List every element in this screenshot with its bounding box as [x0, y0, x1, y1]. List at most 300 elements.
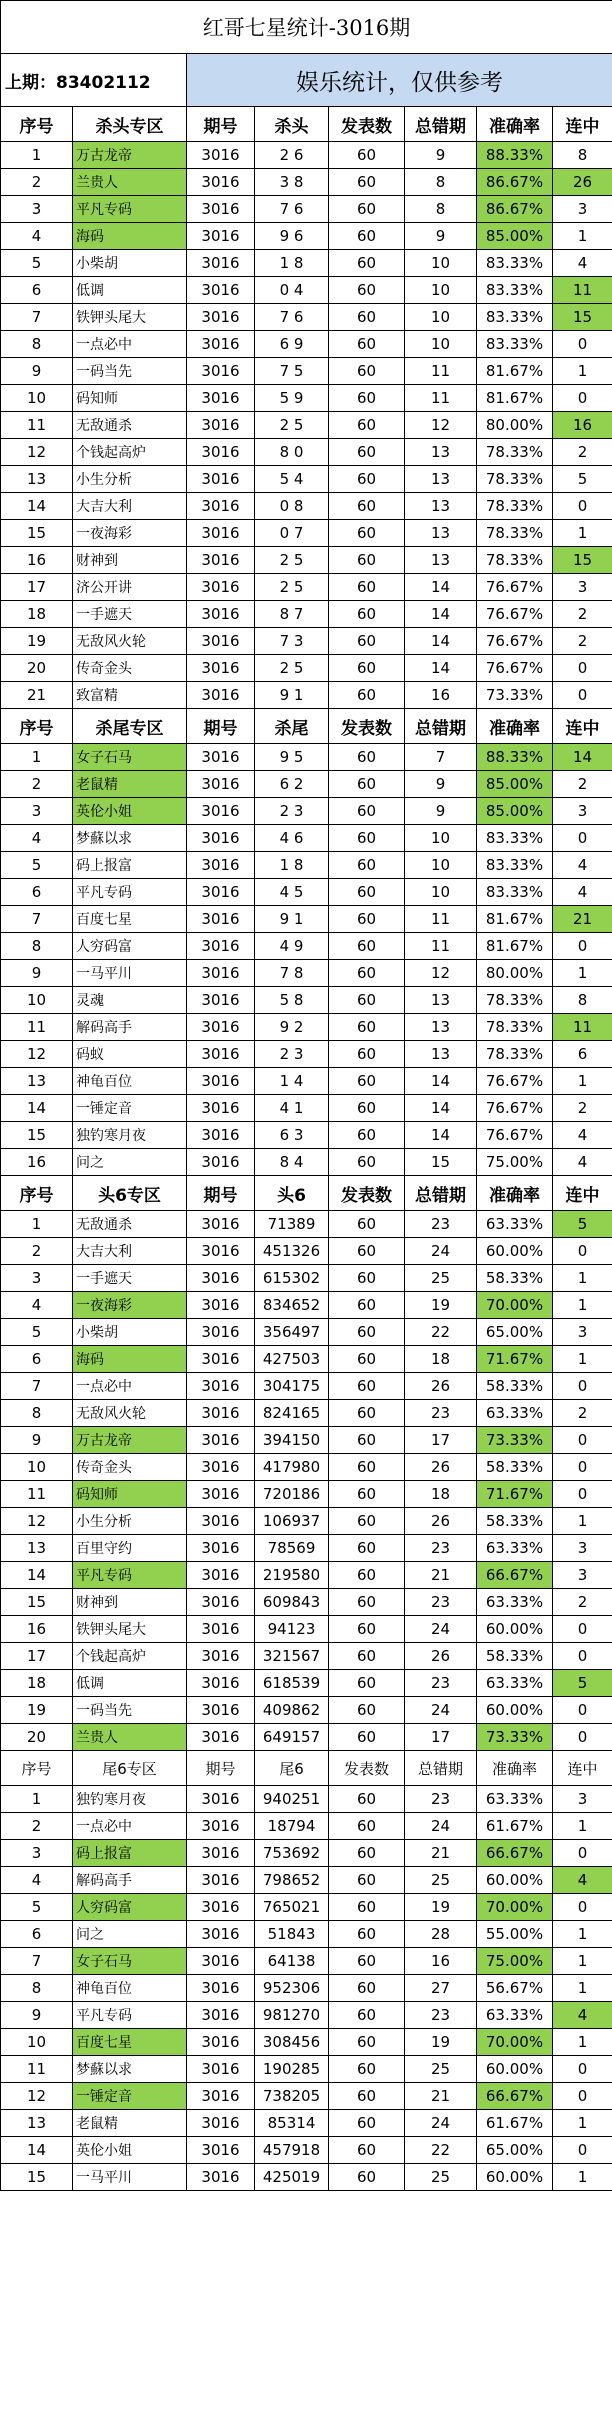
- period: 3016: [187, 1786, 255, 1813]
- publish-count: 60: [329, 1535, 405, 1562]
- row-number: 3: [1, 1840, 73, 1867]
- total-errors: 10: [405, 277, 477, 304]
- row-number: 15: [1, 520, 73, 547]
- accuracy-rate: 81.67%: [477, 358, 553, 385]
- accuracy-rate: 61.67%: [477, 2110, 553, 2137]
- table-row: [1, 1724, 612, 1751]
- win-streak: 3: [553, 798, 612, 825]
- prediction-value: 4 1: [255, 1095, 329, 1122]
- predictor-name: 一码当先: [73, 358, 187, 385]
- prediction-value: 8 7: [255, 601, 329, 628]
- table-row: [1, 933, 612, 960]
- win-streak: 1: [553, 1508, 612, 1535]
- header-win-streak: 连中: [553, 1751, 612, 1786]
- total-errors: 10: [405, 304, 477, 331]
- win-streak: 4: [553, 1867, 612, 1894]
- publish-count: 60: [329, 277, 405, 304]
- predictor-name: 兰贵人: [73, 169, 187, 196]
- prediction-value: 1 8: [255, 250, 329, 277]
- win-streak: 0: [553, 493, 612, 520]
- total-errors: 26: [405, 1643, 477, 1670]
- period: 3016: [187, 1238, 255, 1265]
- win-streak: 0: [553, 825, 612, 852]
- accuracy-rate: 78.33%: [477, 493, 553, 520]
- period: 3016: [187, 1400, 255, 1427]
- total-errors: 11: [405, 385, 477, 412]
- publish-count: 60: [329, 1786, 405, 1813]
- total-errors: 24: [405, 2110, 477, 2137]
- table-row: [1, 1427, 612, 1454]
- win-streak: 3: [553, 1319, 612, 1346]
- table-row: [1, 601, 612, 628]
- prediction-value: 321567: [255, 1643, 329, 1670]
- predictor-name: 一马平川: [73, 2164, 187, 2191]
- total-errors: 21: [405, 1840, 477, 1867]
- total-errors: 13: [405, 987, 477, 1014]
- row-number: 13: [1, 1068, 73, 1095]
- row-number: 7: [1, 906, 73, 933]
- period: 3016: [187, 987, 255, 1014]
- period: 3016: [187, 1948, 255, 1975]
- publish-count: 60: [329, 1481, 405, 1508]
- publish-count: 60: [329, 196, 405, 223]
- predictor-name: 无敌风火轮: [73, 1400, 187, 1427]
- prediction-value: 720186: [255, 1481, 329, 1508]
- row-number: 15: [1, 1122, 73, 1149]
- row-number: 9: [1, 358, 73, 385]
- win-streak: 8: [553, 987, 612, 1014]
- header-prediction-value: 尾6: [255, 1751, 329, 1786]
- total-errors: 23: [405, 2002, 477, 2029]
- row-number: 11: [1, 1481, 73, 1508]
- publish-count: 60: [329, 744, 405, 771]
- predictor-name: 一锤定音: [73, 2083, 187, 2110]
- prediction-value: 6 2: [255, 771, 329, 798]
- total-errors: 10: [405, 879, 477, 906]
- win-streak: 11: [553, 1014, 612, 1041]
- row-number: 3: [1, 798, 73, 825]
- accuracy-rate: 58.33%: [477, 1373, 553, 1400]
- publish-count: 60: [329, 1454, 405, 1481]
- period: 3016: [187, 628, 255, 655]
- predictor-name: 百度七星: [73, 2029, 187, 2056]
- predictor-name: 财神到: [73, 1589, 187, 1616]
- win-streak: 4: [553, 1149, 612, 1176]
- accuracy-rate: 66.67%: [477, 1562, 553, 1589]
- period: 3016: [187, 277, 255, 304]
- period: 3016: [187, 2056, 255, 2083]
- period: 3016: [187, 1292, 255, 1319]
- total-errors: 14: [405, 628, 477, 655]
- row-number: 14: [1, 493, 73, 520]
- row-number: 14: [1, 2137, 73, 2164]
- row-number: 11: [1, 2056, 73, 2083]
- prediction-value: 9 5: [255, 744, 329, 771]
- total-errors: 14: [405, 1095, 477, 1122]
- accuracy-rate: 75.00%: [477, 1948, 553, 1975]
- publish-count: 60: [329, 2164, 405, 2191]
- predictor-name: 问之: [73, 1921, 187, 1948]
- header-period: 期号: [187, 107, 255, 142]
- table-row: [1, 304, 612, 331]
- period: 3016: [187, 1670, 255, 1697]
- period: 3016: [187, 493, 255, 520]
- row-number: 2: [1, 771, 73, 798]
- predictor-name: 女子石马: [73, 744, 187, 771]
- total-errors: 8: [405, 169, 477, 196]
- predictor-name: 小生分析: [73, 1508, 187, 1535]
- header-row-number: 序号: [1, 107, 73, 142]
- accuracy-rate: 80.00%: [477, 412, 553, 439]
- publish-count: 60: [329, 1894, 405, 1921]
- period: 3016: [187, 852, 255, 879]
- table-row: [1, 520, 612, 547]
- period: 3016: [187, 1346, 255, 1373]
- period: 3016: [187, 412, 255, 439]
- accuracy-rate: 66.67%: [477, 1840, 553, 1867]
- row-number: 15: [1, 2164, 73, 2191]
- table-row: [1, 358, 612, 385]
- total-errors: 24: [405, 1697, 477, 1724]
- table-row: [1, 2137, 612, 2164]
- prediction-value: 417980: [255, 1454, 329, 1481]
- predictor-name: 致富精: [73, 682, 187, 709]
- win-streak: 0: [553, 1643, 612, 1670]
- row-number: 19: [1, 628, 73, 655]
- table-row: [1, 744, 612, 771]
- win-streak: 0: [553, 1238, 612, 1265]
- prediction-value: 952306: [255, 1975, 329, 2002]
- period: 3016: [187, 1724, 255, 1751]
- header-predictor-name: 头6专区: [73, 1176, 187, 1211]
- header-row-number: 序号: [1, 709, 73, 744]
- table-row: [1, 169, 612, 196]
- prediction-value: 2 5: [255, 655, 329, 682]
- period: 3016: [187, 1589, 255, 1616]
- period: 3016: [187, 1508, 255, 1535]
- header-win-streak: 连中: [553, 1176, 612, 1211]
- prediction-value: 457918: [255, 2137, 329, 2164]
- total-errors: 14: [405, 1122, 477, 1149]
- table-row: [1, 771, 612, 798]
- period: 3016: [187, 547, 255, 574]
- table-row: [1, 1948, 612, 1975]
- period: 3016: [187, 1894, 255, 1921]
- predictor-name: 平凡专码: [73, 1562, 187, 1589]
- table-row: [1, 1373, 612, 1400]
- prediction-value: 7 8: [255, 960, 329, 987]
- win-streak: 5: [553, 1211, 612, 1238]
- publish-count: 60: [329, 1948, 405, 1975]
- total-errors: 19: [405, 2029, 477, 2056]
- total-errors: 25: [405, 2056, 477, 2083]
- win-streak: 1: [553, 1975, 612, 2002]
- row-number: 8: [1, 1975, 73, 2002]
- period: 3016: [187, 1122, 255, 1149]
- header-total-errors: 总错期: [405, 709, 477, 744]
- prediction-value: 2 3: [255, 798, 329, 825]
- table-row: [1, 1670, 612, 1697]
- win-streak: 2: [553, 1095, 612, 1122]
- accuracy-rate: 63.33%: [477, 1786, 553, 1813]
- table-row: [1, 1562, 612, 1589]
- win-streak: 16: [553, 412, 612, 439]
- win-streak: 0: [553, 655, 612, 682]
- period: 3016: [187, 960, 255, 987]
- accuracy-rate: 60.00%: [477, 1867, 553, 1894]
- period: 3016: [187, 771, 255, 798]
- period: 3016: [187, 1149, 255, 1176]
- table-row: [1, 331, 612, 358]
- win-streak: 0: [553, 682, 612, 709]
- table-row: [1, 879, 612, 906]
- win-streak: 3: [553, 1562, 612, 1589]
- win-streak: 5: [553, 1670, 612, 1697]
- table-row: [1, 1589, 612, 1616]
- accuracy-rate: 60.00%: [477, 1697, 553, 1724]
- period: 3016: [187, 1014, 255, 1041]
- row-number: 5: [1, 250, 73, 277]
- period: 3016: [187, 655, 255, 682]
- accuracy-rate: 81.67%: [477, 385, 553, 412]
- accuracy-rate: 63.33%: [477, 1670, 553, 1697]
- win-streak: 3: [553, 1535, 612, 1562]
- win-streak: 8: [553, 142, 612, 169]
- predictor-name: 梦蘇以求: [73, 825, 187, 852]
- predictor-name: 一锤定音: [73, 1095, 187, 1122]
- total-errors: 13: [405, 493, 477, 520]
- win-streak: 4: [553, 879, 612, 906]
- publish-count: 60: [329, 250, 405, 277]
- period: 3016: [187, 2083, 255, 2110]
- prediction-value: 51843: [255, 1921, 329, 1948]
- row-number: 1: [1, 1211, 73, 1238]
- table-row: [1, 2002, 612, 2029]
- total-errors: 18: [405, 1346, 477, 1373]
- period: 3016: [187, 466, 255, 493]
- prediction-value: 798652: [255, 1867, 329, 1894]
- row-number: 2: [1, 1813, 73, 1840]
- prediction-value: 409862: [255, 1697, 329, 1724]
- section-header: [1, 107, 612, 142]
- accuracy-rate: 81.67%: [477, 933, 553, 960]
- prediction-value: 451326: [255, 1238, 329, 1265]
- period: 3016: [187, 744, 255, 771]
- win-streak: 5: [553, 466, 612, 493]
- accuracy-rate: 61.67%: [477, 1813, 553, 1840]
- win-streak: 0: [553, 1724, 612, 1751]
- predictor-name: 独钓寒月夜: [73, 1786, 187, 1813]
- publish-count: 60: [329, 412, 405, 439]
- table-row: [1, 547, 612, 574]
- period: 3016: [187, 1867, 255, 1894]
- total-errors: 12: [405, 960, 477, 987]
- publish-count: 60: [329, 358, 405, 385]
- period: 3016: [187, 1427, 255, 1454]
- predictor-name: 英伦小姐: [73, 2137, 187, 2164]
- accuracy-rate: 70.00%: [477, 2029, 553, 2056]
- total-errors: 13: [405, 520, 477, 547]
- publish-count: 60: [329, 2029, 405, 2056]
- predictor-name: 海码: [73, 1346, 187, 1373]
- table-row: [1, 1014, 612, 1041]
- publish-count: 60: [329, 1589, 405, 1616]
- row-number: 13: [1, 466, 73, 493]
- prediction-value: 308456: [255, 2029, 329, 2056]
- header-accuracy-rate: 准确率: [477, 1751, 553, 1786]
- predictor-name: 一点必中: [73, 331, 187, 358]
- total-errors: 22: [405, 1319, 477, 1346]
- row-number: 6: [1, 879, 73, 906]
- row-number: 18: [1, 601, 73, 628]
- disclaimer-banner: 娱乐统计，仅供参考: [187, 54, 612, 107]
- header-period: 期号: [187, 1176, 255, 1211]
- header-predictor-name: 杀头专区: [73, 107, 187, 142]
- table-row: [1, 1211, 612, 1238]
- win-streak: 0: [553, 1840, 612, 1867]
- row-number: 14: [1, 1095, 73, 1122]
- period: 3016: [187, 1840, 255, 1867]
- table-row: [1, 1400, 612, 1427]
- win-streak: 3: [553, 196, 612, 223]
- win-streak: 1: [553, 520, 612, 547]
- predictor-name: 一手遮天: [73, 601, 187, 628]
- predictor-name: 小生分析: [73, 466, 187, 493]
- predictor-name: 老鼠精: [73, 2110, 187, 2137]
- predictor-name: 万古龙帝: [73, 142, 187, 169]
- publish-count: 60: [329, 169, 405, 196]
- total-errors: 23: [405, 1400, 477, 1427]
- predictor-name: 平凡专码: [73, 196, 187, 223]
- total-errors: 19: [405, 1894, 477, 1921]
- accuracy-rate: 78.33%: [477, 439, 553, 466]
- prediction-value: 609843: [255, 1589, 329, 1616]
- total-errors: 9: [405, 798, 477, 825]
- accuracy-rate: 80.00%: [477, 960, 553, 987]
- row-number: 20: [1, 655, 73, 682]
- win-streak: 0: [553, 331, 612, 358]
- table-row: [1, 1508, 612, 1535]
- period: 3016: [187, 825, 255, 852]
- predictor-name: 问之: [73, 1149, 187, 1176]
- total-errors: 12: [405, 412, 477, 439]
- win-streak: 1: [553, 2110, 612, 2137]
- period: 3016: [187, 223, 255, 250]
- accuracy-rate: 85.00%: [477, 798, 553, 825]
- publish-count: 60: [329, 1400, 405, 1427]
- total-errors: 10: [405, 825, 477, 852]
- prediction-value: 7 5: [255, 358, 329, 385]
- prediction-value: 78569: [255, 1535, 329, 1562]
- predictor-name: 个钱起高炉: [73, 1643, 187, 1670]
- period: 3016: [187, 331, 255, 358]
- predictor-name: 解码高手: [73, 1014, 187, 1041]
- publish-count: 60: [329, 2110, 405, 2137]
- prediction-value: 2 5: [255, 547, 329, 574]
- win-streak: 1: [553, 1813, 612, 1840]
- row-number: 13: [1, 1535, 73, 1562]
- header-accuracy-rate: 准确率: [477, 709, 553, 744]
- accuracy-rate: 58.33%: [477, 1454, 553, 1481]
- publish-count: 60: [329, 1616, 405, 1643]
- publish-count: 60: [329, 1041, 405, 1068]
- prediction-value: 765021: [255, 1894, 329, 1921]
- publish-count: 60: [329, 223, 405, 250]
- total-errors: 26: [405, 1454, 477, 1481]
- prediction-value: 7 6: [255, 304, 329, 331]
- win-streak: 2: [553, 601, 612, 628]
- publish-count: 60: [329, 466, 405, 493]
- win-streak: 15: [553, 304, 612, 331]
- total-errors: 10: [405, 852, 477, 879]
- prediction-value: 2 5: [255, 412, 329, 439]
- publish-count: 60: [329, 1265, 405, 1292]
- prediction-value: 394150: [255, 1427, 329, 1454]
- header-publish-count: 发表数: [329, 709, 405, 744]
- predictor-name: 平凡专码: [73, 2002, 187, 2029]
- table-row: [1, 1122, 612, 1149]
- prediction-value: 3 8: [255, 169, 329, 196]
- accuracy-rate: 63.33%: [477, 1535, 553, 1562]
- row-number: 12: [1, 2083, 73, 2110]
- predictor-name: 百度七星: [73, 906, 187, 933]
- accuracy-rate: 65.00%: [477, 2137, 553, 2164]
- table-row: [1, 1786, 612, 1813]
- accuracy-rate: 76.67%: [477, 1122, 553, 1149]
- accuracy-rate: 76.67%: [477, 628, 553, 655]
- win-streak: 0: [553, 385, 612, 412]
- total-errors: 11: [405, 933, 477, 960]
- header-total-errors: 总错期: [405, 107, 477, 142]
- prediction-value: 106937: [255, 1508, 329, 1535]
- predictor-name: 人穷码富: [73, 1894, 187, 1921]
- publish-count: 60: [329, 1068, 405, 1095]
- accuracy-rate: 88.33%: [477, 744, 553, 771]
- row-number: 1: [1, 1786, 73, 1813]
- win-streak: 0: [553, 2083, 612, 2110]
- accuracy-rate: 88.33%: [477, 142, 553, 169]
- publish-count: 60: [329, 1643, 405, 1670]
- predictor-name: 神龟百位: [73, 1975, 187, 2002]
- win-streak: 0: [553, 2056, 612, 2083]
- win-streak: 4: [553, 250, 612, 277]
- total-errors: 24: [405, 1813, 477, 1840]
- period: 3016: [187, 196, 255, 223]
- accuracy-rate: 58.33%: [477, 1265, 553, 1292]
- row-number: 4: [1, 1867, 73, 1894]
- table-row: [1, 196, 612, 223]
- prediction-value: 8 4: [255, 1149, 329, 1176]
- table-row: [1, 1095, 612, 1122]
- publish-count: 60: [329, 933, 405, 960]
- predictor-name: 独钓寒月夜: [73, 1122, 187, 1149]
- predictor-name: 码蚁: [73, 1041, 187, 1068]
- table-row: [1, 1292, 612, 1319]
- row-number: 15: [1, 1589, 73, 1616]
- total-errors: 18: [405, 1481, 477, 1508]
- publish-count: 60: [329, 771, 405, 798]
- total-errors: 21: [405, 1562, 477, 1589]
- predictor-name: 低调: [73, 1670, 187, 1697]
- section-header: [1, 1751, 612, 1786]
- prediction-value: 4 9: [255, 933, 329, 960]
- table-row: [1, 1346, 612, 1373]
- period: 3016: [187, 385, 255, 412]
- table-row: [1, 1975, 612, 2002]
- win-streak: 1: [553, 2164, 612, 2191]
- total-errors: 14: [405, 655, 477, 682]
- accuracy-rate: 56.67%: [477, 1975, 553, 2002]
